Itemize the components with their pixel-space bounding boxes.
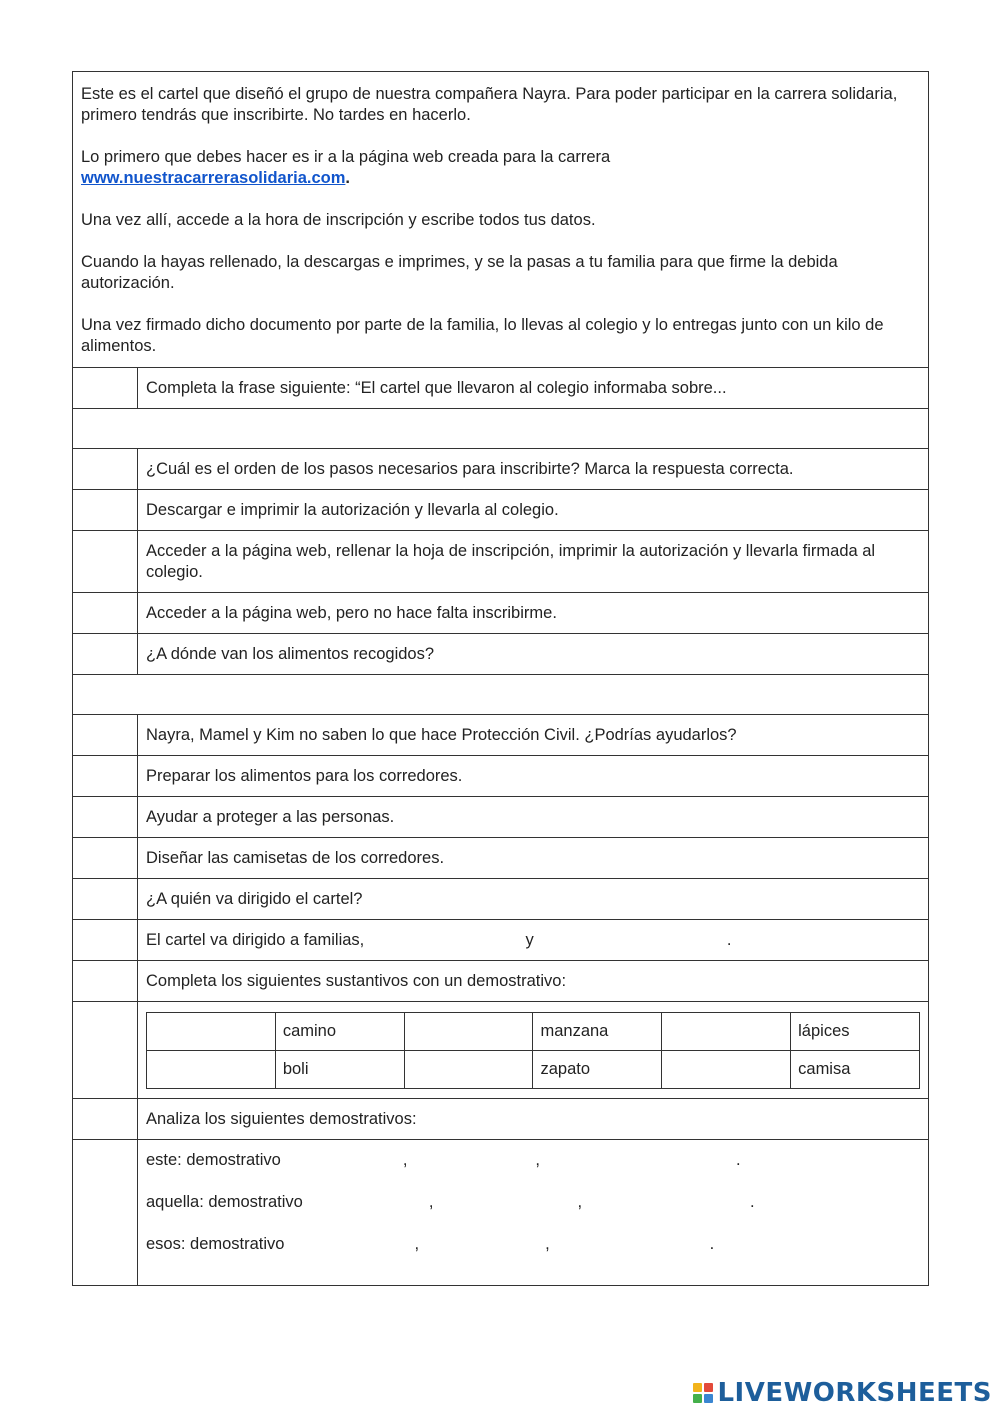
question-row	[73, 634, 928, 675]
brand-name: LIVEWORKSHEETS	[717, 1378, 992, 1408]
blank-cell[interactable]	[662, 1051, 791, 1089]
blank-cell[interactable]	[662, 1013, 791, 1051]
noun-cell: boli	[275, 1051, 404, 1089]
noun-cell: zapato	[533, 1051, 662, 1089]
option-text: Acceder a la página web, pero no hace falta inscribirme.	[146, 604, 557, 622]
demonstrative-table	[146, 1012, 920, 1089]
intro-paragraph: Este es el cartel que diseñó el grupo de nuestra compañera Nayra. Para poder participar en la carrera solidaria, primero tendrás que inscribirte. No tardes en hacerlo.	[81, 85, 898, 124]
question-number-cell	[73, 634, 138, 674]
answer-row[interactable]	[73, 409, 928, 449]
option-text: Diseñar las camisetas de los corredores.	[146, 849, 445, 867]
question-text: Nayra, Mamel y Kim no saben lo que hace Protección Civil. ¿Podrías ayudarlos?	[146, 726, 737, 744]
option-text: Preparar los alimentos para los corredores.	[146, 767, 463, 785]
option-text: Acceder a la página web, rellenar la hoja de inscripción, imprimir la autorización y llevarla firmada al colegio.	[146, 542, 876, 581]
question-number-cell	[73, 920, 138, 960]
table-container	[138, 1002, 928, 1098]
option-row[interactable]	[73, 531, 928, 593]
question-number-cell	[73, 368, 138, 408]
table-row	[147, 1013, 920, 1051]
fill-in-row	[73, 920, 928, 961]
option-row[interactable]	[73, 797, 928, 838]
question-row	[73, 368, 928, 409]
option-row[interactable]	[73, 838, 928, 879]
option-checkbox[interactable]	[73, 490, 138, 530]
liveworksheets-logo	[693, 1378, 992, 1408]
option-text: Descargar e imprimir la autorización y llevarla al colegio.	[146, 501, 559, 519]
blank-cell[interactable]	[404, 1013, 533, 1051]
intro-paragraph: Una vez allí, accede a la hora de inscripción y escribe todos tus datos.	[81, 211, 596, 229]
race-website-link[interactable]: www.nuestracarrerasolidaria.com	[81, 169, 346, 187]
option-row[interactable]	[73, 490, 928, 531]
question-text: Analiza los siguientes demostrativos:	[146, 1110, 417, 1128]
option-checkbox[interactable]	[73, 531, 138, 592]
option-row[interactable]	[73, 756, 928, 797]
analysis-line: este: demostrativo , , .	[146, 1151, 741, 1169]
intro-paragraph: Lo primero que debes hacer es ir a la página web creada para la carrera www.nuestracarrerasolidaria.com.	[81, 148, 611, 187]
analysis-row	[73, 1140, 928, 1285]
analysis-line: esos: demostrativo , , .	[146, 1235, 715, 1253]
option-checkbox[interactable]	[73, 838, 138, 878]
analysis-line: aquella: demostrativo , , .	[146, 1193, 755, 1211]
worksheet	[72, 71, 929, 1286]
option-checkbox[interactable]	[73, 797, 138, 837]
option-text: Ayudar a proteger a las personas.	[146, 808, 395, 826]
noun-cell: camisa	[791, 1051, 920, 1089]
noun-cell: lápices	[791, 1013, 920, 1051]
question-text: ¿Cuál es el orden de los pasos necesarios para inscribirte? Marca la respuesta correcta.	[146, 460, 794, 478]
table-row	[147, 1051, 920, 1089]
intro-paragraph: Cuando la hayas rellenado, la descargas e imprimes, y se la pasas a tu familia para que firme la debida autorización.	[81, 253, 838, 292]
question-number-cell	[73, 1002, 138, 1098]
demonstrative-table-row	[73, 1002, 928, 1099]
intro-paragraph: Una vez firmado dicho documento por parte de la familia, lo llevas al colegio y lo entregas junto con un kilo de alimentos.	[81, 316, 884, 355]
noun-cell: camino	[275, 1013, 404, 1051]
logo-mark-icon	[693, 1383, 713, 1403]
blank-cell[interactable]	[147, 1051, 276, 1089]
fill-in-sentence: El cartel va dirigido a familias, y .	[146, 931, 732, 949]
question-number-cell	[73, 449, 138, 489]
question-row	[73, 449, 928, 490]
question-number-cell	[73, 1140, 138, 1285]
intro-text	[73, 72, 928, 368]
blank-cell[interactable]	[147, 1013, 276, 1051]
question-row	[73, 715, 928, 756]
question-number-cell	[73, 879, 138, 919]
question-text: ¿A quién va dirigido el cartel?	[146, 890, 363, 908]
question-number-cell	[73, 961, 138, 1001]
option-checkbox[interactable]	[73, 756, 138, 796]
analysis-lines	[138, 1140, 928, 1285]
question-row	[73, 879, 928, 920]
question-number-cell	[73, 715, 138, 755]
question-row	[73, 1099, 928, 1140]
question-text: Completa la frase siguiente: “El cartel que llevaron al colegio informaba sobre...	[146, 379, 727, 397]
blank-cell[interactable]	[404, 1051, 533, 1089]
question-number-cell	[73, 1099, 138, 1139]
noun-cell: manzana	[533, 1013, 662, 1051]
answer-row[interactable]	[73, 675, 928, 715]
option-row[interactable]	[73, 593, 928, 634]
question-row	[73, 961, 928, 1002]
option-checkbox[interactable]	[73, 593, 138, 633]
question-text: ¿A dónde van los alimentos recogidos?	[146, 645, 435, 663]
question-text: Completa los siguientes sustantivos con un demostrativo:	[146, 972, 567, 990]
